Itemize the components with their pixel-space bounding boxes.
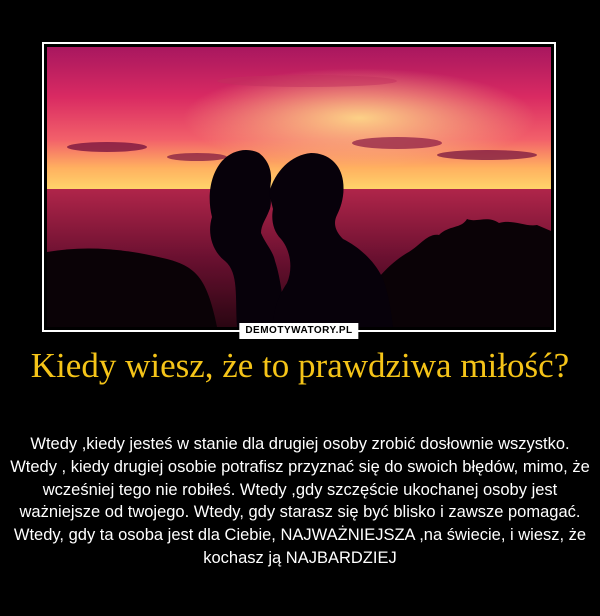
sunset-couple-photo [47, 47, 551, 327]
poster-body: Wtedy ,kiedy jesteś w stanie dla drugiej osoby zrobić dosłownie wszystko. Wtedy , kiedy drugiej osobie potrafisz przyznać się do swoich błędów, mimo, że wcześniej tego nie robiłeś. Wtedy ,gdy szczęście ukochanej osoby jest ważniejsze od twojego. Wtedy, gdy starasz się być blisko i zawsze pomagać. Wtedy, gdy ta osoba jest dla Ciebie, NAJWAŻNIEJSZA ,na świecie, i wiesz, że kochasz ją NAJBARDZIEJ [10, 435, 590, 567]
cloud [437, 150, 537, 160]
photo-frame [42, 42, 556, 336]
cloud [217, 75, 397, 87]
watermark-badge: DEMOTYWATORY.PL [239, 323, 358, 339]
cloud [167, 153, 227, 161]
cloud [67, 142, 147, 152]
sunset-couple-illustration [47, 47, 551, 327]
poster-title: Kiedy wiesz, że to prawdziwa miłość? [30, 346, 570, 385]
cloud [352, 137, 442, 149]
